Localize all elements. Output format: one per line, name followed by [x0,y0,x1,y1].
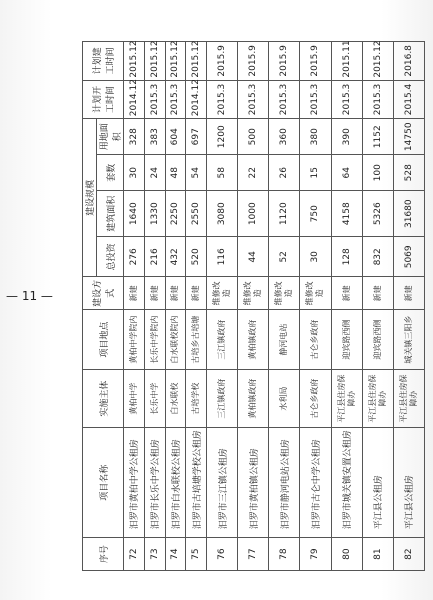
cell-unit: 水利局 [269,369,300,427]
cell-investment: 432 [165,237,186,277]
cell-name: 汨罗市黄柏中学公租房 [124,428,145,538]
cell-name: 汨罗市黄柏镇公租房 [238,428,269,538]
col-header-location: 项目地点 [83,310,124,370]
cell-name: 汨罗市长乐中学公租房 [144,428,165,538]
col-header-scale-group: 建设规模 [83,119,97,277]
cell-area: 31680 [393,191,424,237]
col-header-area: 建筑面积 [97,191,124,237]
cell-investment: 276 [124,237,145,277]
cell-no: 82 [393,538,424,571]
cell-no: 81 [362,538,393,571]
cell-location: 迎宾路西侧 [331,310,362,370]
cell-location: 黄柏镇政府 [238,310,269,370]
table-row [165,42,186,571]
cell-location: 黄柏中学院内 [124,310,145,370]
cell-no: 75 [186,538,207,571]
table-body [124,42,425,571]
cell-location: 白水联校院内 [165,310,186,370]
cell-location: 城关镇三阳乡 [393,310,424,370]
cell-location: 三江镇政府 [207,310,238,370]
cell-method: 新建 [124,277,145,310]
cell-name: 汨罗市城关镇安置公租房 [331,428,362,538]
cell-method: 新建 [144,277,165,310]
cell-start: 2015.3 [238,80,269,119]
table-row [238,42,269,571]
col-header-start: 计划开工时间 [83,80,124,119]
cell-name: 平江县公租房 [393,428,424,538]
table-row [300,42,331,571]
cell-no: 72 [124,538,145,571]
cell-sets: 54 [186,155,207,191]
cell-sets: 58 [207,155,238,191]
col-header-investment: 总投资 [97,237,124,277]
cell-area: 4158 [331,191,362,237]
page-number: — 11 — [6,289,53,303]
cell-unit: 平江县住房保障办 [362,369,393,427]
cell-no: 80 [331,538,362,571]
col-header-land: 用地面积 [97,119,124,155]
cell-start: 2015.3 [362,80,393,119]
cell-name: 汨罗市古培塘学校公租房 [186,428,207,538]
cell-method: 新建 [362,277,393,310]
cell-start: 2014.12 [124,80,145,119]
table-row [144,42,165,571]
cell-investment: 52 [269,237,300,277]
cell-land: 390 [331,119,362,155]
table-row [362,42,393,571]
cell-method: 维修改造 [269,277,300,310]
cell-unit: 黄柏中学 [124,369,145,427]
cell-location: 长乐中学院内 [144,310,165,370]
cell-finish: 2015.12 [124,42,145,81]
cell-area: 1000 [238,191,269,237]
cell-finish: 2016.8 [393,42,424,81]
cell-sets: 64 [331,155,362,191]
col-header-no: 序号 [83,538,124,571]
col-header-sets: 套数 [97,155,124,191]
cell-name: 汨罗市静河电站公租房 [269,428,300,538]
cell-investment: 30 [300,237,331,277]
cell-no: 73 [144,538,165,571]
cell-land: 1200 [207,119,238,155]
cell-investment: 832 [362,237,393,277]
cell-start: 2015.4 [393,80,424,119]
cell-method: 新建 [165,277,186,310]
cell-area: 5326 [362,191,393,237]
cell-land: 604 [165,119,186,155]
table-row [269,42,300,571]
col-header-finish: 计划建工时间 [83,42,124,81]
cell-land: 328 [124,119,145,155]
cell-sets: 528 [393,155,424,191]
housing-projects-table [82,41,425,571]
cell-finish: 2015.9 [207,42,238,81]
cell-finish: 2015.9 [238,42,269,81]
cell-method: 维修改造 [300,277,331,310]
cell-area: 2550 [186,191,207,237]
cell-name: 汨罗市三江镇公租房 [207,428,238,538]
cell-land: 383 [144,119,165,155]
cell-sets: 24 [144,155,165,191]
cell-location: 古仑乡政府 [300,310,331,370]
cell-area: 1120 [269,191,300,237]
cell-investment: 216 [144,237,165,277]
cell-no: 77 [238,538,269,571]
cell-unit: 白水联校 [165,369,186,427]
cell-land: 1152 [362,119,393,155]
rotated-table-wrapper [82,41,425,571]
cell-land: 360 [269,119,300,155]
cell-finish: 2015.12 [144,42,165,81]
cell-finish: 2015.12 [186,42,207,81]
cell-method: 维修改造 [207,277,238,310]
table-row [207,42,238,571]
cell-investment: 44 [238,237,269,277]
cell-no: 74 [165,538,186,571]
cell-no: 76 [207,538,238,571]
table-row [186,42,207,571]
cell-no: 78 [269,538,300,571]
table-row [393,42,424,571]
cell-method: 新建 [331,277,362,310]
cell-start: 2014.12 [186,80,207,119]
cell-land: 500 [238,119,269,155]
cell-method: 新建 [393,277,424,310]
cell-location: 古培乡古培塘 [186,310,207,370]
cell-unit: 黄柏镇政府 [238,369,269,427]
cell-unit: 平江县住房保障办 [331,369,362,427]
cell-start: 2015.3 [165,80,186,119]
cell-unit: 古培学校 [186,369,207,427]
cell-method: 新建 [186,277,207,310]
cell-finish: 2015.12 [362,42,393,81]
cell-investment: 128 [331,237,362,277]
cell-area: 1640 [124,191,145,237]
cell-location: 迎宾路西侧 [362,310,393,370]
cell-no: 79 [300,538,331,571]
col-header-unit: 实施主体 [83,369,124,427]
cell-location: 静河电站 [269,310,300,370]
table-row [124,42,145,571]
cell-start: 2015.3 [144,80,165,119]
cell-name: 平江县公租房 [362,428,393,538]
cell-area: 2250 [165,191,186,237]
cell-sets: 26 [269,155,300,191]
table-row [331,42,362,571]
cell-land: 14750 [393,119,424,155]
cell-sets: 100 [362,155,393,191]
cell-area: 750 [300,191,331,237]
cell-finish: 2015.9 [300,42,331,81]
cell-name: 汨罗市古仑中学公租房 [300,428,331,538]
cell-sets: 48 [165,155,186,191]
cell-unit: 平江县住房保障办 [393,369,424,427]
cell-land: 697 [186,119,207,155]
cell-finish: 2015.11 [331,42,362,81]
cell-area: 1330 [144,191,165,237]
cell-sets: 15 [300,155,331,191]
header-row-top [83,42,97,571]
cell-start: 2015.3 [331,80,362,119]
cell-land: 380 [300,119,331,155]
cell-name: 汨罗市白水联校公租房 [165,428,186,538]
cell-investment: 520 [186,237,207,277]
cell-finish: 2015.9 [269,42,300,81]
cell-unit: 古仑乡政府 [300,369,331,427]
cell-method: 维修改造 [238,277,269,310]
cell-sets: 22 [238,155,269,191]
cell-unit: 三江镇政府 [207,369,238,427]
cell-start: 2015.3 [269,80,300,119]
cell-investment: 116 [207,237,238,277]
cell-investment: 5069 [393,237,424,277]
cell-sets: 30 [124,155,145,191]
col-header-name: 项目名称 [83,428,124,538]
cell-area: 3080 [207,191,238,237]
cell-finish: 2015.12 [165,42,186,81]
cell-start: 2015.3 [207,80,238,119]
cell-unit: 长乐中学 [144,369,165,427]
cell-start: 2015.3 [300,80,331,119]
col-header-method: 建设方式 [83,277,124,310]
